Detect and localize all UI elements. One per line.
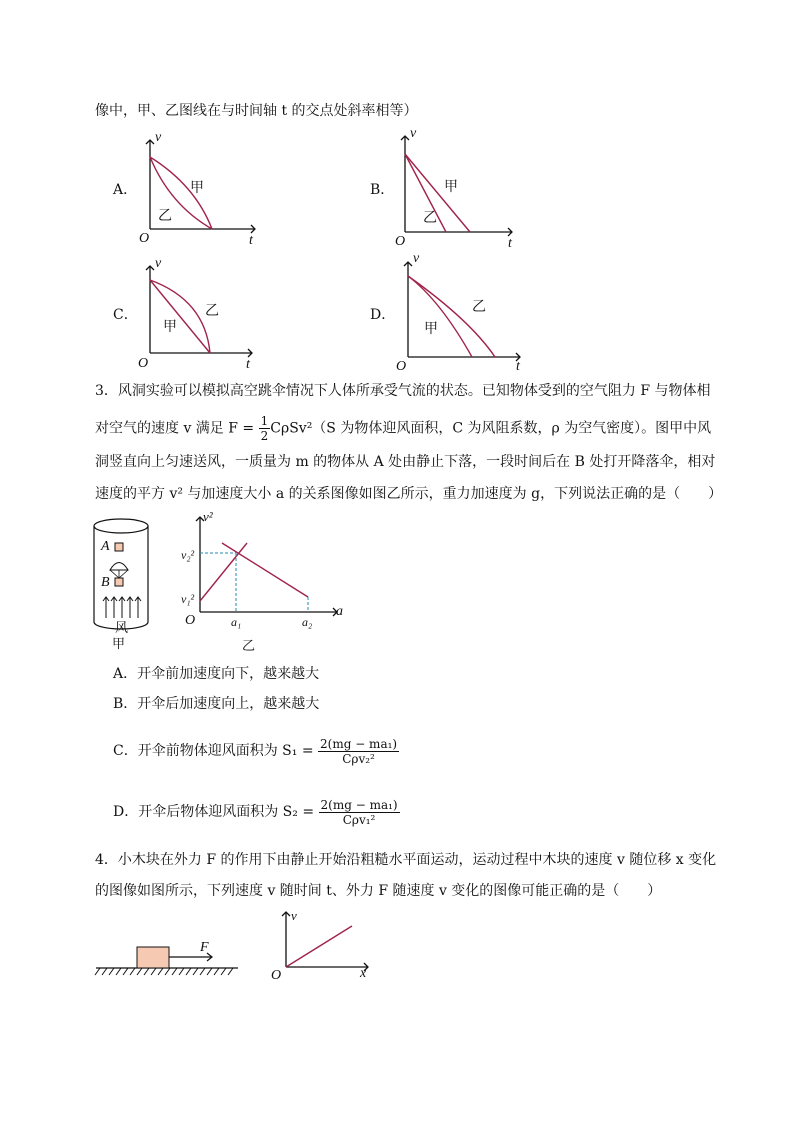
q3-line2-start: 对空气的速度 v 满足 F = <box>95 420 255 437</box>
q2-d-curve-jia-label: 甲 <box>424 321 438 337</box>
q3-option-c-num: 2(mg − ma₁) <box>320 736 398 751</box>
q2-d-axis-v: v <box>413 251 420 266</box>
q3-v1-label: v₁² <box>181 592 195 606</box>
q3-caption-jia: 甲 <box>112 637 126 652</box>
q3-option-d-den: Cρv₁² <box>342 812 376 827</box>
q2-b-curve-yi-label: 乙 <box>423 210 437 226</box>
q2-option-c-label[interactable]: C． <box>113 307 138 323</box>
ground-hatch-icon <box>95 968 233 975</box>
q2-b-axis-v: v <box>410 126 417 141</box>
q4-line1: 4．小木块在外力 F 的作用下由静止开始沿粗糙水平面运动，运动过程中木块的速度 v 随位移 x 变化 <box>95 852 717 868</box>
q2-b-origin: O <box>395 234 406 249</box>
q2-d-axis-t: t <box>516 359 520 374</box>
q2-d-origin: O <box>396 359 407 374</box>
q3-origin: O <box>185 613 196 628</box>
wooden-block <box>137 947 169 968</box>
q2-c-origin: O <box>138 356 149 371</box>
q4-x-axis-label: x <box>360 966 367 981</box>
q4-force-label: F <box>200 940 209 955</box>
intro-line: 像中，甲、乙图线在与时间轴 t 的交点处斜率相等） <box>95 103 418 119</box>
q3-option-c-text: C．开伞前物体迎风面积为 S₁ = <box>113 743 314 759</box>
q3-line1: 3．风洞实验可以模拟高空跳伞情况下人体所承受气流的状态。已知物体受到的空气阻力 F 与物体相 <box>95 383 711 399</box>
q4-block-diagram <box>95 947 238 975</box>
q4-y-axis-label: v <box>291 908 297 923</box>
q2-a-curve-jia-label: 甲 <box>190 180 204 196</box>
q2-option-b-label[interactable]: B． <box>370 182 395 198</box>
q2-a-curve-yi-label: 乙 <box>158 208 172 224</box>
q2-option-d-label[interactable]: D． <box>370 307 396 323</box>
q2-b-axis-t: t <box>508 236 512 251</box>
q2-a-axis-t: t <box>249 233 253 248</box>
q2-option-a-label[interactable]: A． <box>113 182 138 198</box>
q3-caption-yi: 乙 <box>242 639 256 654</box>
q4-v-x-line <box>286 926 352 967</box>
q3-wind-label: 风 <box>115 621 129 636</box>
q3-frac-den: 2 <box>260 429 269 443</box>
q2-c-curve-jia-label: 甲 <box>163 319 177 335</box>
q3-label-b: B <box>101 575 110 590</box>
q3-v2-label: v₂² <box>181 548 195 562</box>
q2-b-curve-jia-label: 甲 <box>444 179 458 195</box>
q3-line2-end: CρSv²（S 为物体迎风面积，C 为风阻系数，ρ 为空气密度）。图甲中风 <box>270 420 712 437</box>
q3-frac-num: 1 <box>260 414 269 428</box>
q3-option-d-num: 2(mg − ma₁) <box>320 797 398 812</box>
q2-a-axis-v: v <box>155 130 162 145</box>
q3-option-d-text: D．开伞后物体迎风面积为 S₂ = <box>113 804 315 820</box>
q4-line2: 的图像如图所示，下列速度 v 随时间 t、外力 F 随速度 v 变化的图像可能正确的是（ ） <box>95 883 662 899</box>
q2-d-curve-yi-label: 乙 <box>472 299 486 315</box>
q3-y-axis-label: v² <box>203 509 213 524</box>
q3-line3: 洞竖直向上匀速送风，一质量为 m 的物体从 A 处由静止下落，一段时间后在 B 处打开降落伞，相对 <box>95 454 716 470</box>
q2-c-axis-v: v <box>155 256 162 271</box>
q3-option-a[interactable]: A．开伞前加速度向下，越来越大 <box>113 666 320 682</box>
q3-label-a: A <box>101 539 110 554</box>
q3-a1-label: a₁ <box>231 615 242 629</box>
q2-c-axis-t: t <box>246 357 250 372</box>
q4-origin: O <box>271 968 282 983</box>
q3-a2-label: a₂ <box>302 615 313 629</box>
q3-line4: 速度的平方 v² 与加速度大小 a 的关系图像如图乙所示，重力加速度为 g，下列说法正确的是（ ） <box>95 486 723 502</box>
q3-option-c-den: Cρv₂² <box>342 751 375 766</box>
q3-option-b[interactable]: B．开伞后加速度向上，越来越大 <box>113 696 320 712</box>
q2-a-origin: O <box>139 231 150 246</box>
q2-c-curve-yi-label: 乙 <box>205 303 219 319</box>
q3-x-axis-label: a <box>336 604 343 619</box>
